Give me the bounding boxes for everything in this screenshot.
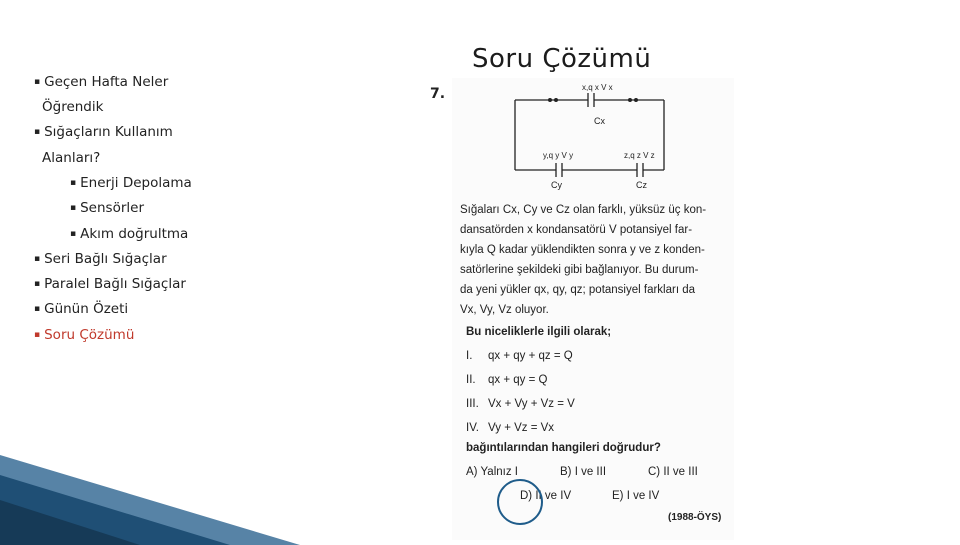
question-number: 7. [430,86,446,102]
bullet-item: ▪ Günün Özeti [34,301,129,317]
sub-bullet-item: ▪ Enerji Depolama [70,175,192,191]
option-e[interactable]: E) I ve IV [612,490,660,502]
bullet-item: ▪ Paralel Bağlı Sığaçlar [34,276,186,292]
statement-text: qx + qy = Q [488,374,548,386]
question-prompt: Bu niceliklerle ilgili olarak; [466,326,612,338]
bullet-item-continuation: Öğrendik [42,99,104,115]
bullet-item: ▪ Seri Bağlı Sığaçlar [34,251,167,267]
label-cy: Cy [551,180,562,190]
option-c[interactable]: C) II ve III [648,466,698,478]
statement-num: III. [466,398,479,410]
bullet-item: ▪ Geçen Hafta Neler [34,74,169,90]
label-y: y,q y V y [543,151,574,160]
option-a[interactable]: A) Yalnız I [466,466,518,478]
circuit-diagram [452,78,734,193]
label-cx: Cx [594,116,605,126]
answer-circle [497,479,543,525]
question-line: Vx, Vy, Vz oluyor. [460,304,549,316]
slide-title: Soru Çözümü [472,44,652,74]
statement-num: IV. [466,422,480,434]
bullet-item-continuation: Alanları? [42,150,101,166]
bullet-item-active: ▪ Soru Çözümü [34,327,135,343]
question-line: satörlerine şekildeki gibi bağlanıyor. Bu durum- [460,264,699,276]
statement-text: Vx + Vy + Vz = V [488,398,575,410]
question-line: kıyla Q kadar yüklendikten sonra y ve z konden- [460,244,705,256]
bullet-item: ▪ Sığaçların Kullanım [34,124,173,140]
statement-text: Vy + Vz = Vx [488,422,555,434]
question-line: da yeni yükler qx, qy, qz; potansiyel farkları da [460,284,696,296]
corner-decoration [0,455,300,545]
source-label: (1988-ÖYS) [668,512,722,523]
question-ask: bağıntılarından hangileri doğrudur? [466,442,661,454]
label-z: z,q z V z [624,151,655,160]
sub-bullet-item: ▪ Akım doğrultma [70,226,189,242]
option-b[interactable]: B) I ve III [560,466,607,478]
sub-bullet-item: ▪ Sensörler [70,200,144,216]
label-cz: Cz [636,180,647,190]
question-line: Sığaları Cx, Cy ve Cz olan farklı, yüksüz üç kon- [460,204,707,216]
option-d[interactable]: D) II ve IV [520,490,572,502]
question-line: dansatörden x kondansatörü V potansiyel far- [460,224,693,236]
statement-text: qx + qy + qz = Q [488,350,573,362]
label-x: x,q x V x [582,83,613,92]
statement-num: II. [466,374,476,386]
statement-num: I. [466,350,473,362]
